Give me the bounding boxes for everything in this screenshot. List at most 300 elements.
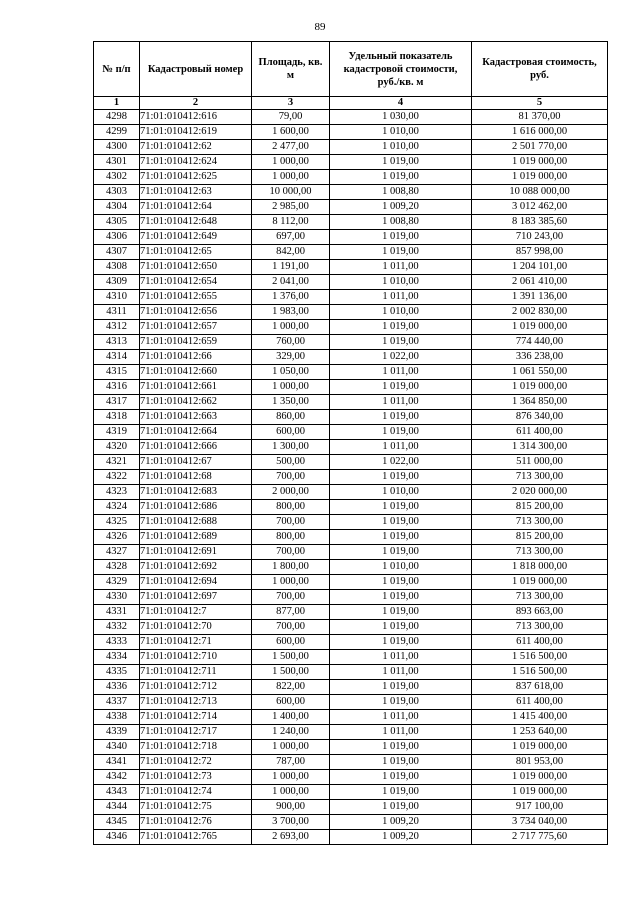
cadastral-number-cell: 71:01:010412:76 (140, 815, 252, 830)
specific-value-cell: 1 009,20 (330, 830, 472, 845)
area-cell: 760,00 (252, 335, 330, 350)
table-row (94, 650, 608, 665)
cadastral-number-cell: 71:01:010412:63 (140, 185, 252, 200)
cadastral-value-cell: 1 019 000,00 (472, 380, 608, 395)
specific-value-cell: 1 011,00 (330, 725, 472, 740)
row-number-cell: 4341 (94, 755, 140, 770)
row-number-cell: 4323 (94, 485, 140, 500)
area-cell: 1 000,00 (252, 740, 330, 755)
area-cell: 700,00 (252, 545, 330, 560)
area-cell: 1 000,00 (252, 770, 330, 785)
area-cell: 700,00 (252, 470, 330, 485)
specific-value-cell: 1 030,00 (330, 110, 472, 125)
cadastral-number-cell: 71:01:010412:656 (140, 305, 252, 320)
cadastral-value-cell: 1 415 400,00 (472, 710, 608, 725)
table-row (94, 200, 608, 215)
cadastral-number-cell: 71:01:010412:689 (140, 530, 252, 545)
row-number-cell: 4326 (94, 530, 140, 545)
cadastral-number-cell: 71:01:010412:683 (140, 485, 252, 500)
specific-value-cell: 1 019,00 (330, 590, 472, 605)
table-row (94, 215, 608, 230)
specific-value-cell: 1 019,00 (330, 545, 472, 560)
table-row (94, 530, 608, 545)
cadastral-number-cell: 71:01:010412:718 (140, 740, 252, 755)
table-row (94, 365, 608, 380)
cadastral-value-cell: 1 019 000,00 (472, 785, 608, 800)
specific-value-cell: 1 019,00 (330, 500, 472, 515)
cadastral-number-cell: 71:01:010412:619 (140, 125, 252, 140)
area-cell: 700,00 (252, 620, 330, 635)
row-number-cell: 4324 (94, 500, 140, 515)
area-cell: 1 000,00 (252, 785, 330, 800)
cadastral-number-cell: 71:01:010412:686 (140, 500, 252, 515)
table-row (94, 455, 608, 470)
cadastral-value-cell: 81 370,00 (472, 110, 608, 125)
cadastral-value-cell: 611 400,00 (472, 425, 608, 440)
cadastral-value-cell: 713 300,00 (472, 590, 608, 605)
cadastral-value-cell: 1 314 300,00 (472, 440, 608, 455)
cadastral-number-cell: 71:01:010412:711 (140, 665, 252, 680)
area-cell: 79,00 (252, 110, 330, 125)
cadastral-number-cell: 71:01:010412:67 (140, 455, 252, 470)
table-row (94, 755, 608, 770)
table-row (94, 740, 608, 755)
cadastral-value-cell: 1 019 000,00 (472, 320, 608, 335)
row-number-cell: 4335 (94, 665, 140, 680)
cadastral-value-table (93, 41, 608, 845)
area-cell: 877,00 (252, 605, 330, 620)
area-cell: 1 050,00 (252, 365, 330, 380)
cadastral-value-cell: 1 616 000,00 (472, 125, 608, 140)
cadastral-value-cell: 2 061 410,00 (472, 275, 608, 290)
area-cell: 2 985,00 (252, 200, 330, 215)
specific-value-cell: 1 019,00 (330, 470, 472, 485)
area-cell: 860,00 (252, 410, 330, 425)
row-number-cell: 4328 (94, 560, 140, 575)
table-row (94, 500, 608, 515)
row-number-cell: 4302 (94, 170, 140, 185)
table-row (94, 695, 608, 710)
cadastral-value-cell: 815 200,00 (472, 500, 608, 515)
table-row (94, 170, 608, 185)
area-cell: 329,00 (252, 350, 330, 365)
cadastral-value-cell: 917 100,00 (472, 800, 608, 815)
table-body (94, 110, 608, 845)
row-number-cell: 4319 (94, 425, 140, 440)
column-number: 4 (330, 97, 472, 110)
cadastral-number-cell: 71:01:010412:625 (140, 170, 252, 185)
row-number-cell: 4310 (94, 290, 140, 305)
cadastral-number-cell: 71:01:010412:713 (140, 695, 252, 710)
table-row (94, 680, 608, 695)
cadastral-number-cell: 71:01:010412:661 (140, 380, 252, 395)
cadastral-value-cell: 611 400,00 (472, 635, 608, 650)
specific-value-cell: 1 019,00 (330, 515, 472, 530)
cadastral-number-cell: 71:01:010412:650 (140, 260, 252, 275)
table-row (94, 155, 608, 170)
cadastral-value-cell: 1 253 640,00 (472, 725, 608, 740)
cadastral-number-cell: 71:01:010412:70 (140, 620, 252, 635)
area-cell: 600,00 (252, 695, 330, 710)
cadastral-value-cell: 713 300,00 (472, 545, 608, 560)
row-number-cell: 4346 (94, 830, 140, 845)
row-number-cell: 4327 (94, 545, 140, 560)
row-number-cell: 4306 (94, 230, 140, 245)
cadastral-value-cell: 2 020 000,00 (472, 485, 608, 500)
cadastral-number-cell: 71:01:010412:7 (140, 605, 252, 620)
cadastral-number-cell: 71:01:010412:666 (140, 440, 252, 455)
row-number-cell: 4320 (94, 440, 140, 455)
header-area: Площадь, кв. м (252, 42, 330, 97)
header-cadastral-value: Кадастровая стоимость, руб. (472, 42, 608, 97)
row-number-cell: 4309 (94, 275, 140, 290)
table-row (94, 485, 608, 500)
row-number-cell: 4307 (94, 245, 140, 260)
header-row-number: № п/п (94, 42, 140, 97)
specific-value-cell: 1 019,00 (330, 620, 472, 635)
specific-value-cell: 1 011,00 (330, 710, 472, 725)
area-cell: 1 500,00 (252, 650, 330, 665)
table-row (94, 185, 608, 200)
row-number-cell: 4303 (94, 185, 140, 200)
table-row (94, 290, 608, 305)
cadastral-value-cell: 1 019 000,00 (472, 770, 608, 785)
table-row (94, 815, 608, 830)
area-cell: 1 350,00 (252, 395, 330, 410)
table-row (94, 620, 608, 635)
area-cell: 900,00 (252, 800, 330, 815)
table-row (94, 590, 608, 605)
specific-value-cell: 1 022,00 (330, 455, 472, 470)
area-cell: 700,00 (252, 590, 330, 605)
table-row (94, 350, 608, 365)
row-number-cell: 4336 (94, 680, 140, 695)
table-row (94, 380, 608, 395)
cadastral-number-cell: 71:01:010412:697 (140, 590, 252, 605)
cadastral-number-cell: 71:01:010412:664 (140, 425, 252, 440)
cadastral-value-cell: 876 340,00 (472, 410, 608, 425)
cadastral-number-cell: 71:01:010412:692 (140, 560, 252, 575)
cadastral-number-cell: 71:01:010412:657 (140, 320, 252, 335)
specific-value-cell: 1 010,00 (330, 305, 472, 320)
specific-value-cell: 1 019,00 (330, 695, 472, 710)
specific-value-cell: 1 019,00 (330, 320, 472, 335)
cadastral-value-cell: 713 300,00 (472, 470, 608, 485)
cadastral-value-cell: 774 440,00 (472, 335, 608, 350)
area-cell: 1 300,00 (252, 440, 330, 455)
cadastral-value-cell: 1 019 000,00 (472, 575, 608, 590)
cadastral-value-cell: 2 002 830,00 (472, 305, 608, 320)
cadastral-number-cell: 71:01:010412:71 (140, 635, 252, 650)
cadastral-number-cell: 71:01:010412:694 (140, 575, 252, 590)
table-row (94, 470, 608, 485)
table-row (94, 785, 608, 800)
specific-value-cell: 1 010,00 (330, 560, 472, 575)
cadastral-number-cell: 71:01:010412:765 (140, 830, 252, 845)
cadastral-number-cell: 71:01:010412:654 (140, 275, 252, 290)
cadastral-number-cell: 71:01:010412:65 (140, 245, 252, 260)
row-number-cell: 4300 (94, 140, 140, 155)
column-numbers-row (94, 97, 608, 110)
table-row (94, 395, 608, 410)
row-number-cell: 4311 (94, 305, 140, 320)
cadastral-value-cell: 10 088 000,00 (472, 185, 608, 200)
specific-value-cell: 1 019,00 (330, 530, 472, 545)
cadastral-number-cell: 71:01:010412:712 (140, 680, 252, 695)
row-number-cell: 4338 (94, 710, 140, 725)
row-number-cell: 4331 (94, 605, 140, 620)
cadastral-value-cell: 837 618,00 (472, 680, 608, 695)
specific-value-cell: 1 011,00 (330, 260, 472, 275)
cadastral-number-cell: 71:01:010412:655 (140, 290, 252, 305)
cadastral-number-cell: 71:01:010412:624 (140, 155, 252, 170)
row-number-cell: 4299 (94, 125, 140, 140)
table-row (94, 125, 608, 140)
specific-value-cell: 1 019,00 (330, 380, 472, 395)
specific-value-cell: 1 019,00 (330, 335, 472, 350)
cadastral-number-cell: 71:01:010412:66 (140, 350, 252, 365)
row-number-cell: 4317 (94, 395, 140, 410)
cadastral-number-cell: 71:01:010412:710 (140, 650, 252, 665)
specific-value-cell: 1 022,00 (330, 350, 472, 365)
table-row (94, 575, 608, 590)
cadastral-number-cell: 71:01:010412:688 (140, 515, 252, 530)
area-cell: 1 600,00 (252, 125, 330, 140)
cadastral-number-cell: 71:01:010412:659 (140, 335, 252, 350)
page-number: 89 (314, 21, 326, 33)
table-row (94, 245, 608, 260)
cadastral-value-cell: 1 516 500,00 (472, 665, 608, 680)
area-cell: 787,00 (252, 755, 330, 770)
row-number-cell: 4308 (94, 260, 140, 275)
row-number-cell: 4339 (94, 725, 140, 740)
area-cell: 3 700,00 (252, 815, 330, 830)
area-cell: 800,00 (252, 500, 330, 515)
cadastral-value-cell: 336 238,00 (472, 350, 608, 365)
table-row (94, 515, 608, 530)
cadastral-number-cell: 71:01:010412:68 (140, 470, 252, 485)
cadastral-value-cell: 1 364 850,00 (472, 395, 608, 410)
specific-value-cell: 1 019,00 (330, 755, 472, 770)
specific-value-cell: 1 009,20 (330, 200, 472, 215)
column-number: 5 (472, 97, 608, 110)
row-number-cell: 4321 (94, 455, 140, 470)
area-cell: 800,00 (252, 530, 330, 545)
table-row (94, 320, 608, 335)
specific-value-cell: 1 019,00 (330, 170, 472, 185)
specific-value-cell: 1 019,00 (330, 635, 472, 650)
specific-value-cell: 1 019,00 (330, 680, 472, 695)
table-row (94, 230, 608, 245)
row-number-cell: 4340 (94, 740, 140, 755)
cadastral-number-cell: 71:01:010412:663 (140, 410, 252, 425)
cadastral-number-cell: 71:01:010412:616 (140, 110, 252, 125)
row-number-cell: 4301 (94, 155, 140, 170)
cadastral-number-cell: 71:01:010412:73 (140, 770, 252, 785)
specific-value-cell: 1 019,00 (330, 230, 472, 245)
table-row (94, 260, 608, 275)
area-cell: 1 000,00 (252, 155, 330, 170)
area-cell: 600,00 (252, 635, 330, 650)
area-cell: 1 240,00 (252, 725, 330, 740)
cadastral-value-cell: 1 019 000,00 (472, 740, 608, 755)
area-cell: 1 000,00 (252, 170, 330, 185)
cadastral-number-cell: 71:01:010412:62 (140, 140, 252, 155)
cadastral-value-cell: 1 204 101,00 (472, 260, 608, 275)
table-row (94, 710, 608, 725)
row-number-cell: 4315 (94, 365, 140, 380)
cadastral-value-cell: 2 501 770,00 (472, 140, 608, 155)
row-number-cell: 4313 (94, 335, 140, 350)
column-number: 2 (140, 97, 252, 110)
row-number-cell: 4329 (94, 575, 140, 590)
specific-value-cell: 1 019,00 (330, 770, 472, 785)
area-cell: 2 477,00 (252, 140, 330, 155)
specific-value-cell: 1 011,00 (330, 665, 472, 680)
row-number-cell: 4334 (94, 650, 140, 665)
table-row (94, 275, 608, 290)
row-number-cell: 4318 (94, 410, 140, 425)
table-row (94, 545, 608, 560)
cadastral-number-cell: 71:01:010412:75 (140, 800, 252, 815)
specific-value-cell: 1 019,00 (330, 740, 472, 755)
area-cell: 2 000,00 (252, 485, 330, 500)
area-cell: 1 500,00 (252, 665, 330, 680)
specific-value-cell: 1 019,00 (330, 245, 472, 260)
cadastral-value-cell: 1 391 136,00 (472, 290, 608, 305)
cadastral-value-cell: 1 516 500,00 (472, 650, 608, 665)
column-number: 3 (252, 97, 330, 110)
specific-value-cell: 1 009,20 (330, 815, 472, 830)
header-row (94, 42, 608, 97)
cadastral-number-cell: 71:01:010412:714 (140, 710, 252, 725)
row-number-cell: 4298 (94, 110, 140, 125)
table-row (94, 110, 608, 125)
cadastral-value-cell: 1 818 000,00 (472, 560, 608, 575)
cadastral-number-cell: 71:01:010412:649 (140, 230, 252, 245)
cadastral-number-cell: 71:01:010412:662 (140, 395, 252, 410)
header-specific-value: Удельный показатель кадастровой стоимости, руб./кв. м (330, 42, 472, 97)
cadastral-value-cell: 1 061 550,00 (472, 365, 608, 380)
specific-value-cell: 1 019,00 (330, 575, 472, 590)
area-cell: 600,00 (252, 425, 330, 440)
table-row (94, 440, 608, 455)
table-row (94, 770, 608, 785)
area-cell: 1 000,00 (252, 320, 330, 335)
specific-value-cell: 1 010,00 (330, 485, 472, 500)
area-cell: 8 112,00 (252, 215, 330, 230)
table-row (94, 560, 608, 575)
cadastral-value-cell: 3 012 462,00 (472, 200, 608, 215)
row-number-cell: 4330 (94, 590, 140, 605)
cadastral-value-cell: 893 663,00 (472, 605, 608, 620)
cadastral-value-cell: 801 953,00 (472, 755, 608, 770)
specific-value-cell: 1 008,80 (330, 215, 472, 230)
table-row (94, 665, 608, 680)
specific-value-cell: 1 019,00 (330, 155, 472, 170)
table-row (94, 410, 608, 425)
cadastral-value-cell: 511 000,00 (472, 455, 608, 470)
cadastral-value-cell: 1 019 000,00 (472, 170, 608, 185)
table-row (94, 830, 608, 845)
area-cell: 842,00 (252, 245, 330, 260)
cadastral-value-cell: 8 183 385,60 (472, 215, 608, 230)
table-row (94, 140, 608, 155)
area-cell: 1 000,00 (252, 380, 330, 395)
row-number-cell: 4337 (94, 695, 140, 710)
cadastral-value-cell: 815 200,00 (472, 530, 608, 545)
table-row (94, 605, 608, 620)
specific-value-cell: 1 011,00 (330, 395, 472, 410)
specific-value-cell: 1 019,00 (330, 800, 472, 815)
cadastral-value-cell: 713 300,00 (472, 515, 608, 530)
row-number-cell: 4304 (94, 200, 140, 215)
column-number: 1 (94, 97, 140, 110)
area-cell: 1 983,00 (252, 305, 330, 320)
specific-value-cell: 1 011,00 (330, 290, 472, 305)
specific-value-cell: 1 019,00 (330, 425, 472, 440)
row-number-cell: 4345 (94, 815, 140, 830)
specific-value-cell: 1 011,00 (330, 365, 472, 380)
table-header (94, 42, 608, 110)
cadastral-number-cell: 71:01:010412:72 (140, 755, 252, 770)
area-cell: 1 400,00 (252, 710, 330, 725)
area-cell: 1 191,00 (252, 260, 330, 275)
cadastral-number-cell: 71:01:010412:660 (140, 365, 252, 380)
area-cell: 2 693,00 (252, 830, 330, 845)
specific-value-cell: 1 019,00 (330, 410, 472, 425)
cadastral-value-cell: 2 717 775,60 (472, 830, 608, 845)
row-number-cell: 4332 (94, 620, 140, 635)
row-number-cell: 4333 (94, 635, 140, 650)
cadastral-value-cell: 1 019 000,00 (472, 155, 608, 170)
table-row (94, 725, 608, 740)
table-row (94, 800, 608, 815)
row-number-cell: 4322 (94, 470, 140, 485)
specific-value-cell: 1 010,00 (330, 140, 472, 155)
specific-value-cell: 1 008,80 (330, 185, 472, 200)
area-cell: 500,00 (252, 455, 330, 470)
row-number-cell: 4342 (94, 770, 140, 785)
area-cell: 1 376,00 (252, 290, 330, 305)
row-number-cell: 4344 (94, 800, 140, 815)
table-row (94, 305, 608, 320)
cadastral-number-cell: 71:01:010412:648 (140, 215, 252, 230)
row-number-cell: 4325 (94, 515, 140, 530)
cadastral-number-cell: 71:01:010412:74 (140, 785, 252, 800)
row-number-cell: 4316 (94, 380, 140, 395)
cadastral-value-cell: 3 734 040,00 (472, 815, 608, 830)
cadastral-number-cell: 71:01:010412:64 (140, 200, 252, 215)
cadastral-value-cell: 857 998,00 (472, 245, 608, 260)
table-row (94, 425, 608, 440)
header-cadastral-number: Кадастровый номер (140, 42, 252, 97)
area-cell: 697,00 (252, 230, 330, 245)
area-cell: 1 800,00 (252, 560, 330, 575)
row-number-cell: 4305 (94, 215, 140, 230)
specific-value-cell: 1 019,00 (330, 785, 472, 800)
area-cell: 1 000,00 (252, 575, 330, 590)
cadastral-value-cell: 611 400,00 (472, 695, 608, 710)
row-number-cell: 4312 (94, 320, 140, 335)
cadastral-value-cell: 713 300,00 (472, 620, 608, 635)
cadastral-number-cell: 71:01:010412:717 (140, 725, 252, 740)
area-cell: 10 000,00 (252, 185, 330, 200)
specific-value-cell: 1 010,00 (330, 275, 472, 290)
specific-value-cell: 1 019,00 (330, 605, 472, 620)
cadastral-number-cell: 71:01:010412:691 (140, 545, 252, 560)
area-cell: 2 041,00 (252, 275, 330, 290)
